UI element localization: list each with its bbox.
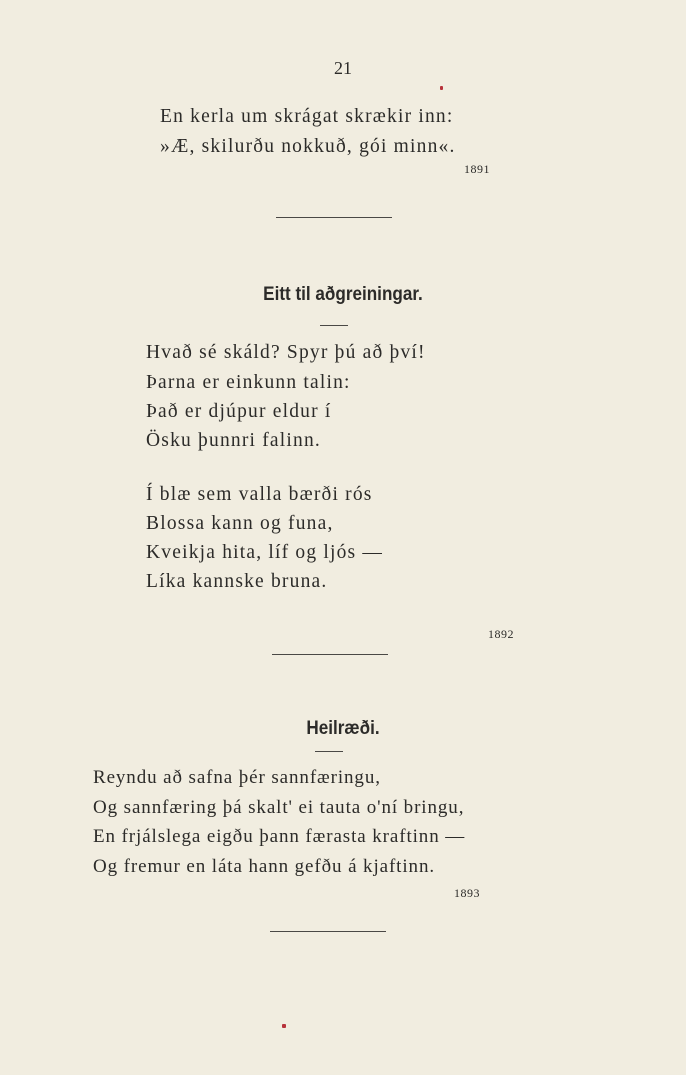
poem-title: Eitt til aðgreiningar. — [263, 284, 423, 305]
poem-title: Heilræði. — [306, 718, 380, 739]
verse-line: Reyndu að safna þér sannfæringu, — [93, 767, 381, 788]
title-rule — [320, 325, 348, 326]
section-divider — [272, 654, 388, 655]
verse-line: Hvað sé skáld? Spyr þú að því! — [146, 342, 426, 363]
poem-year: 1892 — [488, 627, 514, 641]
verse-line: Blossa kann og funa, — [146, 513, 334, 534]
section-divider — [276, 217, 392, 218]
verse-line: En kerla um skrágat skrækir inn: — [160, 106, 454, 127]
verse-line: Kveikja hita, líf og ljós — — [146, 542, 384, 563]
section-divider — [270, 931, 386, 932]
title-rule — [315, 751, 343, 752]
verse-line: Og fremur en láta hann gefðu á kjaftinn. — [93, 856, 435, 877]
verse-line: Og sannfæring þá skalt' ei tauta o'ní bringu, — [93, 797, 465, 818]
ink-speck — [440, 86, 443, 90]
poem-year: 1893 — [454, 886, 480, 900]
verse-line: En frjálslega eigðu þann færasta kraftinn — — [93, 826, 466, 847]
verse-line: Það er djúpur eldur í — [146, 401, 332, 422]
verse-line: Ösku þunnri falinn. — [146, 430, 321, 451]
ink-speck — [282, 1024, 286, 1028]
verse-line: »Æ, skilurðu nokkuð, gói minn«. — [160, 136, 456, 157]
verse-line: Í blæ sem valla bærði rós — [146, 484, 373, 505]
page-number: 21 — [334, 58, 352, 78]
verse-line: Líka kannske bruna. — [146, 571, 328, 592]
poem-year: 1891 — [464, 162, 490, 176]
verse-line: Þarna er einkunn talin: — [146, 372, 351, 393]
